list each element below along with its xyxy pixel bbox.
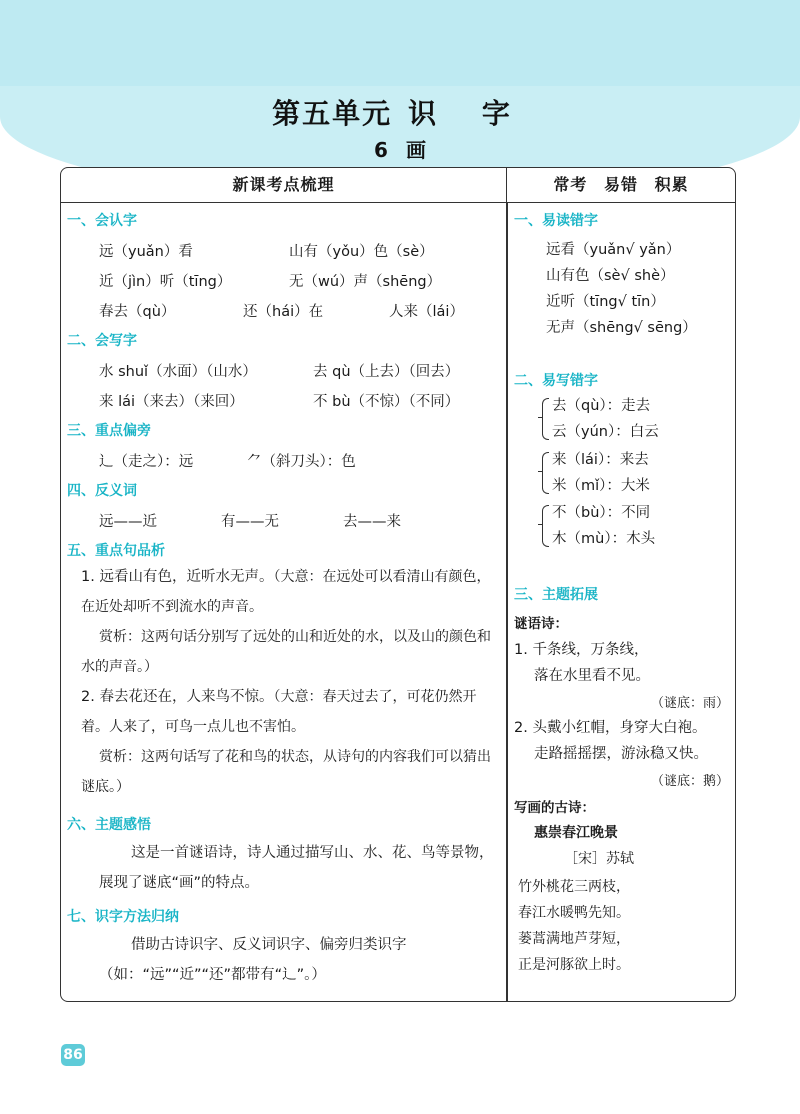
header-banner-pattern	[0, 0, 800, 86]
lesson-name: 画	[405, 138, 426, 162]
list-item: 远看（yuǎn√ yǎn）	[546, 242, 681, 258]
riddle-answer: （谜底：鹅）	[650, 774, 729, 789]
riddle-label: 谜语诗：	[514, 616, 568, 632]
lesson-title	[0, 134, 800, 163]
brace-icon	[542, 452, 549, 494]
page-number: 86	[61, 1044, 85, 1066]
list-item: 春去（qù）	[99, 304, 176, 320]
column-divider	[506, 202, 508, 1001]
list-item: 有——无	[221, 514, 279, 530]
list-item: ⺈（斜刀头）：色	[247, 454, 356, 470]
sentence-appreciation: 赏析：这两句话分别写了远处的山和近处的水，以及山的颜色和水的声音。）	[81, 629, 491, 675]
sentence-analysis-2	[81, 682, 501, 802]
list-item: 还（hái）在	[243, 304, 324, 320]
section-title: 三、主题拓展	[514, 587, 598, 603]
poem-title: 惠崇春江晚景	[534, 825, 618, 841]
poem-label: 写画的古诗：	[514, 800, 595, 816]
section-title: 一、易读错字	[514, 213, 598, 229]
list-item: 人来（lái）	[389, 304, 464, 320]
list-item: 不 bù（不惊）（不同）	[313, 394, 460, 410]
list-item: 云（yún）：白云	[552, 424, 659, 440]
theme-text: 这是一首谜语诗，诗人通过描写山、水、花、鸟等景物，展现了谜底“画”的特点。	[99, 845, 494, 891]
section-title: 二、易写错字	[514, 373, 598, 389]
left-column-heading: 新课考点梳理	[61, 168, 507, 203]
riddle-line: 落在水里看不见。	[534, 668, 650, 684]
sentence-main: 2. 春去花还在，人来鸟不惊。	[81, 689, 274, 705]
section-title: 三、重点偏旁	[67, 423, 151, 439]
sentence-note: （大意：春天过去了，可花仍然开着。人来了，可鸟一点儿也不害怕。	[81, 689, 477, 735]
section-title: 六、主题感悟	[67, 817, 151, 833]
list-item: 木（mù）：木头	[552, 531, 656, 547]
unit-title	[0, 92, 800, 132]
section-title: 四、反义词	[67, 483, 137, 499]
sentence-appreciation: 赏析：这两句话写了花和鸟的状态，从诗句的内容我们可以猜出谜底。）	[81, 749, 491, 795]
brace-icon	[542, 398, 549, 440]
list-item: 去 qù（上去）（回去）	[313, 364, 460, 380]
sentence-main: 1. 远看山有色，近听水无声。	[81, 569, 274, 585]
poem-line: 蒌蒿满地芦芽短，	[518, 931, 630, 947]
list-item: 水 shuǐ（水面）（山水）	[99, 364, 257, 380]
poem-line: 春江水暖鸭先知。	[518, 905, 630, 921]
riddle-line: 走路摇摇摆，游泳稳又快。	[534, 746, 708, 762]
sentence-analysis-1	[81, 562, 501, 682]
method-text: 借助古诗识字、反义词识字、偏旁归类识字（如：“远”“近”“还”都带有“辶”。）	[99, 937, 407, 983]
list-item: 去——来	[343, 514, 401, 530]
list-item: 近（jìn）听（tīng）	[99, 274, 232, 290]
section-title: 二、会写字	[67, 333, 137, 349]
poem-line: 正是河豚欲上时。	[518, 957, 630, 973]
content-box	[60, 167, 736, 1002]
list-item: 不（bù）：不同	[552, 505, 651, 521]
riddle-line: 1. 千条线，万条线，	[514, 642, 649, 658]
list-item: 来 lái（来去）（来回）	[99, 394, 244, 410]
list-item: 远——近	[99, 514, 157, 530]
section-title: 五、重点句品析	[67, 543, 165, 559]
section-title: 一、会认字	[67, 213, 137, 229]
list-item: 来（lái）：来去	[552, 452, 649, 468]
riddle-answer: （谜底：雨）	[650, 696, 729, 711]
list-item: 米（mǐ）：大米	[552, 478, 650, 494]
list-item: 无声（shēng√ sēng）	[546, 320, 697, 336]
brace-icon	[542, 505, 549, 547]
sentence-note: （大意：在远处可以看清山有颜色，在近处却听不到流水的声音。	[81, 569, 491, 615]
right-column-heading: 常考 易错 积累	[507, 168, 735, 203]
riddle-line: 2. 头戴小红帽，身穿大白袍。	[514, 720, 707, 736]
list-item: 远（yuǎn）看	[99, 244, 193, 260]
lesson-number: 6	[374, 138, 388, 162]
poem-line: 竹外桃花三两枝，	[518, 879, 630, 895]
poem-author: ［宋］苏轼	[564, 851, 634, 867]
unit-subtitle: 识 字	[408, 97, 528, 130]
unit-label: 第五单元	[272, 97, 393, 130]
list-item: 辶（走之）：远	[99, 454, 194, 470]
list-item: 山有（yǒu）色（sè）	[289, 244, 434, 260]
list-item: 山有色（sè√ shè）	[546, 268, 675, 284]
list-item: 近听（tīng√ tīn）	[546, 294, 665, 310]
list-item: 无（wú）声（shēng）	[289, 274, 442, 290]
section-title: 七、识字方法归纳	[67, 909, 179, 925]
list-item: 去（qù）：走去	[552, 398, 651, 414]
